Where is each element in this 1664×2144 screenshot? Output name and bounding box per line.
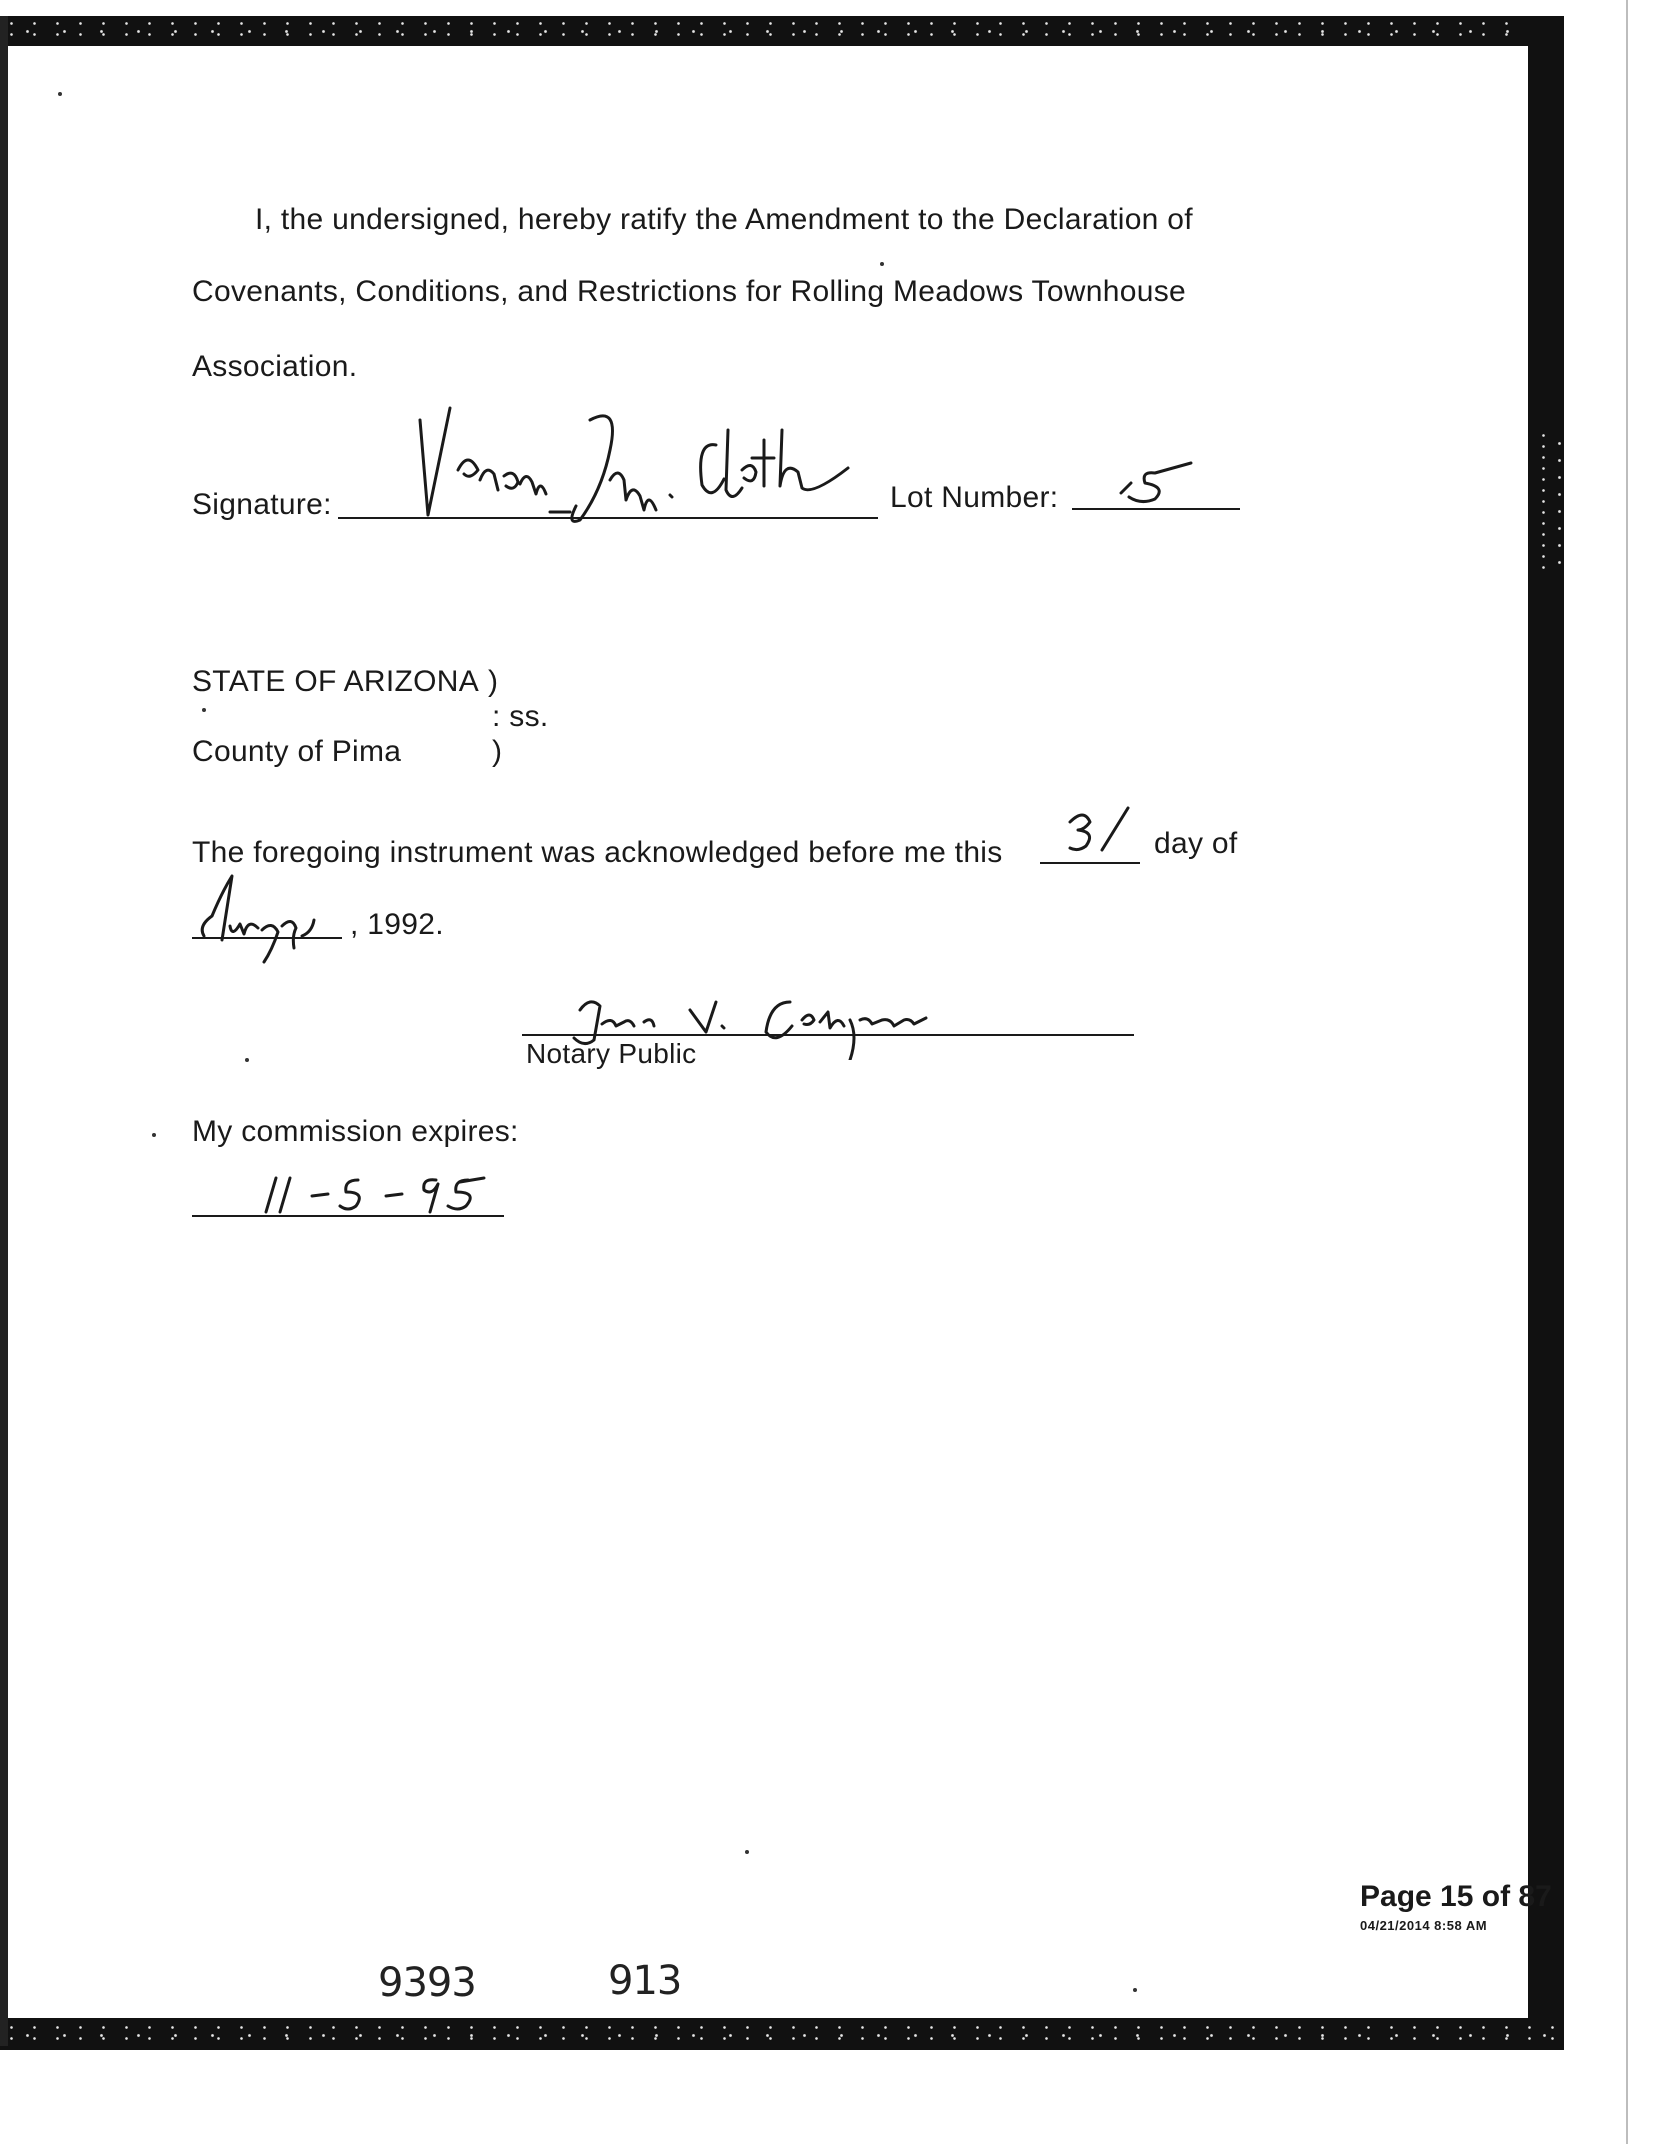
month-handwritten [190, 866, 350, 966]
owner-signature [380, 400, 880, 530]
notary-signature-line [522, 1034, 1134, 1036]
commission-date-handwritten [260, 1170, 510, 1220]
scan-speck [880, 262, 884, 266]
ratification-line-1: I, the undersigned, hereby ratify the Amendment to the Declaration of [255, 203, 1193, 236]
scan-noise-top [0, 18, 1530, 44]
page-reference: 913 [608, 1958, 682, 2004]
lot-number-handwritten [1115, 455, 1205, 510]
docket-number: 9393 [378, 1960, 476, 2006]
notary-public-label: Notary Public [526, 1038, 697, 1069]
page-number: Page 15 of 87 [1360, 1880, 1552, 1913]
scan-border-right [1528, 16, 1564, 2036]
day-line [1040, 862, 1140, 864]
scan-speck [745, 1850, 749, 1854]
ratification-line-3: Association. [192, 350, 358, 383]
scan-speck [1133, 1988, 1137, 1992]
acknowledgment-year: , 1992. [350, 908, 444, 941]
scan-noise-right [1532, 430, 1562, 570]
scan-speck [245, 1058, 249, 1062]
venue-county: County of Pima [192, 735, 402, 768]
scan-speck [58, 92, 62, 96]
venue-ss: : ss. [492, 700, 549, 733]
month-line [192, 937, 342, 939]
scan-noise-bottom [0, 2022, 1560, 2048]
venue-state: STATE OF ARIZONA [192, 665, 480, 698]
scan-border-left [0, 16, 8, 2046]
day-handwritten [1060, 800, 1140, 860]
commission-label: My commission expires: [192, 1115, 519, 1148]
venue-county-paren: ) [492, 735, 503, 768]
scan-speck [202, 708, 206, 712]
signature-line [338, 517, 878, 519]
acknowledgment-prefix: The foregoing instrument was acknowledged before me this [192, 836, 1003, 869]
commission-line [192, 1215, 504, 1217]
print-timestamp: 04/21/2014 8:58 AM [1360, 1918, 1488, 1933]
scan-margin-line [1626, 0, 1628, 2144]
venue-state-paren: ) [488, 665, 499, 698]
signature-label: Signature: [192, 488, 332, 521]
day-of-label: day of [1154, 827, 1238, 860]
lot-number-line [1072, 508, 1240, 510]
ratification-line-2: Covenants, Conditions, and Restrictions for Rolling Meadows Townhouse [192, 275, 1186, 308]
lot-number-label: Lot Number: [890, 481, 1059, 514]
scan-speck [152, 1133, 156, 1137]
